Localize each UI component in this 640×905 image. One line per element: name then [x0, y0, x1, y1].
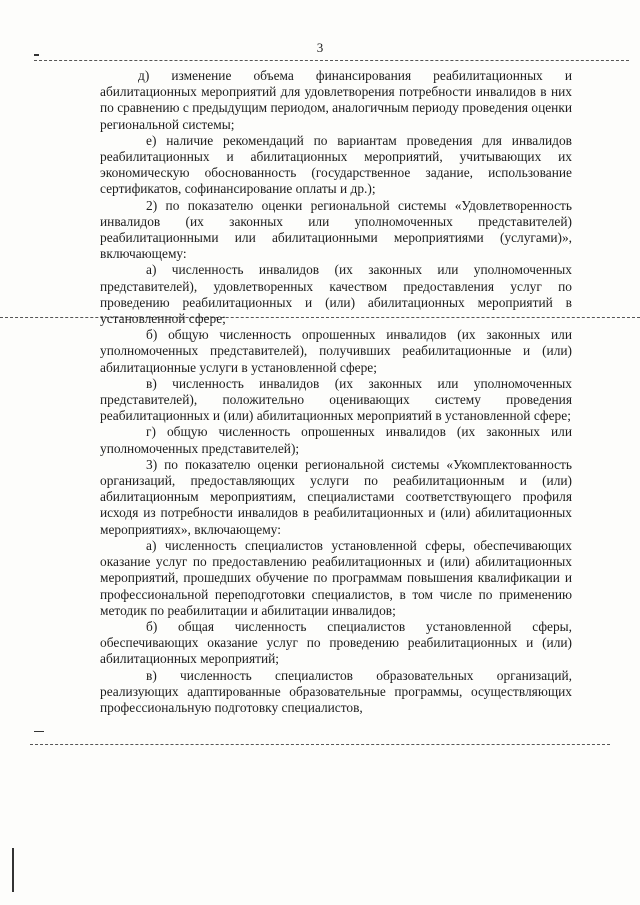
scan-mark-left-edge — [12, 848, 14, 892]
scan-mark-left-short — [34, 731, 44, 732]
paragraph-d-change-financing: д) изменение объема финансирования реабилитационных и абилитационных мероприятий для удовлетворения потребности инвалидов в них по сравнению с предыдущим периодом, аналогичным периоду проведения оценки региональной системы; — [100, 68, 573, 132]
paragraph-3v-education-specialists: в) численность специалистов образовательных организаций, реализующих адаптированные образовательные программы, осуществляющих профессиональную подготовку специалистов, — [100, 667, 572, 715]
scan-mark-top-left — [34, 54, 39, 56]
paragraph-3-staffing-indicator: 3) по показателю оценки региональной системы «Укомплектованность организаций, предоставляющих услуги по реабилитационным и (или) абилитационным мероприятиям, специалистами соответствующего профиля исходя из потребности инвалидов в реабилитационных и (или) абилитационных мероприятиях», включающему: — [100, 456, 572, 537]
paragraph-2b-surveyed-count: б) общую численность опрошенных инвалидов (их законных или уполномоченных представителей), получивших реабилитационные и (или) абилитационные услуги в установленной сфере; — [100, 327, 572, 375]
paragraph-2a-satisfied-count: а) численность инвалидов (их законных или уполномоченных представителей), удовлетворенных качеством предоставления услуг по проведению реабилитационных и (или) абилитационных мероприятий в установленной сфере; — [100, 262, 572, 327]
paragraph-2g-total-surveyed: г) общую численность опрошенных инвалидов (их законных или уполномоченных представителей); — [100, 424, 572, 456]
paragraph-2v-positive-count: в) численность инвалидов (их законных или уполномоченных представителей), положительно оценивающих систему проведения реабилитационных и (или) абилитационных мероприятий в установленной сфере; — [100, 375, 572, 424]
scan-line-lower — [30, 744, 610, 745]
paragraph-2-satisfaction-indicator: 2) по показателю оценки региональной системы «Удовлетворенность инвалидов (их законных или уполномоченных представителей) реабилитационными или абилитационными мероприятиями (услугами)», включающему: — [100, 197, 572, 262]
paragraph-3b-total-specialists: б) общая численность специалистов установленной сферы, обеспечивающих оказание услуг по проведению реабилитационных и (или) абилитационных мероприятий; — [100, 618, 572, 667]
scan-line-top — [34, 60, 629, 61]
paragraph-e-recommendations: е) наличие рекомендаций по вариантам проведения для инвалидов реабилитационных и абилитационных мероприятий, учитывающих их экономическую обоснованность (государственное задание, использование сертификатов, софинансирование оплаты и др.); — [100, 132, 572, 197]
document-body — [100, 68, 572, 716]
paragraph-3a-trained-specialists: а) численность специалистов установленной сферы, обеспечивающих оказание услуг по предоставлению реабилитационных и (или) абилитационных мероприятий, прошедших обучение по программам повышения квалификации и профессиональной переподготовки специалистов, в том числе по применению методик по реабилитации и абилитации инвалидов; — [100, 537, 572, 618]
page-number: 3 — [316, 40, 324, 55]
